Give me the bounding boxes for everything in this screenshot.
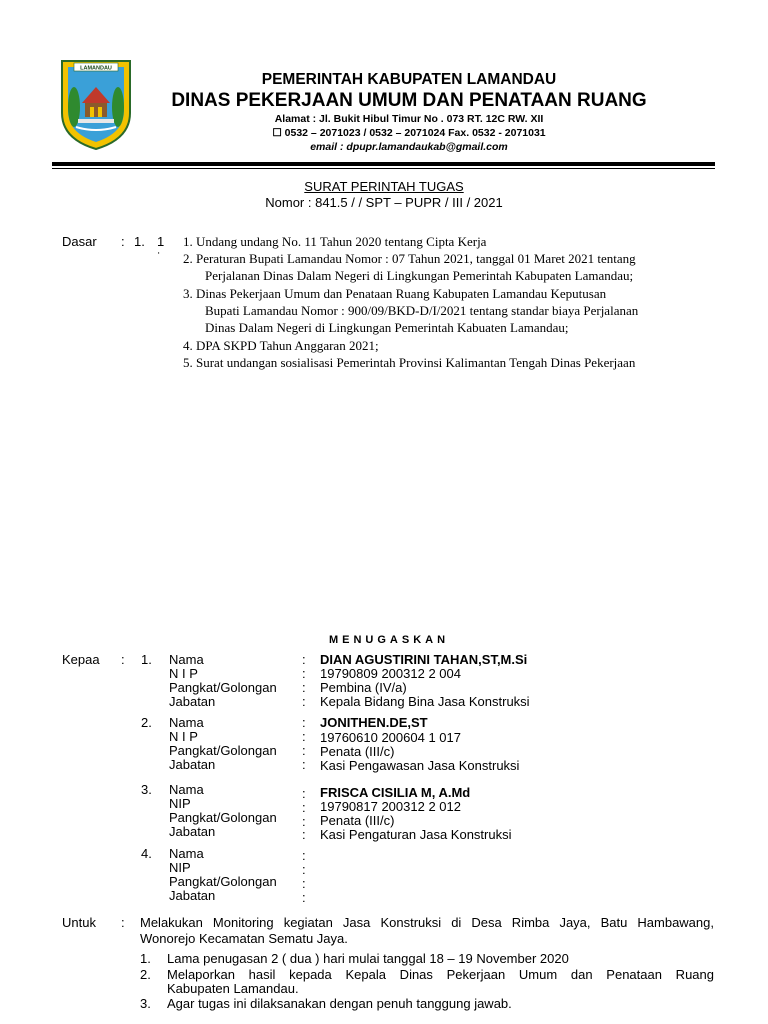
person-label-nama: Nama [169,715,204,730]
dasar-num-a: 1. [134,234,145,249]
person-rank: Pembina (IV/a) [320,680,407,695]
person-name: DIAN AGUSTIRINI TAHAN,ST,M.Si [320,652,528,667]
person-colon: : [302,729,306,744]
dasar-item: 3. Dinas Pekerjaan Umum dan Penataan Ruang Kabupaten Lamandau Keputusan [183,286,607,301]
dasar-colon: : [121,234,125,249]
person-colon: : [302,786,306,801]
person-label-pangkat: Pangkat/Golongan [169,743,277,758]
person-number: 3. [141,782,152,797]
person-label-pangkat: Pangkat/Golongan [169,680,277,695]
dasar-item: 5. Surat undangan sosialisasi Pemerintah Provinsi Kalimantan Tengah Dinas Pekerjaan [183,355,636,370]
untuk-item-text-cont: Kabupaten Lamandau. [167,981,299,996]
untuk-item-number: 3. [140,996,151,1011]
header-phone: ☐ 0532 – 2071023 / 0532 – 2071024 Fax. 0532 - 2071031 [272,127,546,139]
header-rule-thin [52,168,715,169]
person-label-jabatan: Jabatan [169,694,216,709]
person-colon: : [302,680,306,695]
person-number: 4. [141,846,152,861]
person-colon: : [302,876,306,891]
header-email: email : dpupr.lamandaukab@gmail.com [310,141,508,153]
person-colon: : [302,800,306,815]
kepada-colon: : [121,652,125,667]
person-colon: : [302,757,306,772]
person-label-nama: Nama [169,846,204,861]
untuk-item-text: Melaporkan hasil kepada Kepala Dinas Pekerjaan Umum dan Penataan Ruang [167,967,714,982]
dasar-item: 2. Peraturan Bupati Lamandau Nomor : 07 Tahun 2021, tanggal 01 Maret 2021 tentang [183,251,636,266]
person-colon: : [302,827,306,842]
header-address: Alamat : Jl. Bukit Hibul Timur No . 073 RT. 12C RW. XII [274,113,544,125]
person-label-nama: Nama [169,652,204,667]
person-name: FRISCA CISILIA M, A.Md [320,785,471,800]
person-label-jabatan: Jabatan [169,824,216,839]
person-colon: : [302,814,306,829]
document-title-text: SURAT PERINTAH TUGAS [304,179,464,194]
person-colon: : [302,890,306,905]
person-position: Kasi Pengawasan Jasa Konstruksi [320,758,520,773]
person-label-pangkat: Pangkat/Golongan [169,810,277,825]
person-label-jabatan: Jabatan [169,888,216,903]
person-label-jabatan: Jabatan [169,757,216,772]
person-colon: : [302,848,306,863]
person-name: JONITHEN.DE,ST [320,715,428,730]
dasar-item: Bupati Lamandau Nomor : 900/09/BKD-D/I/2021 tentang standar biaya Perjalanan [205,303,639,318]
dasar-num-b: 1 [157,234,165,249]
svg-text:LAMANDAU: LAMANDAU [80,65,112,72]
dasar-label: Dasar [62,234,97,249]
person-label-nip: N I P [169,666,198,681]
untuk-label: Untuk [62,915,96,930]
untuk-colon: : [121,915,125,930]
header-agency: DINAS PEKERJAAN UMUM DAN PENATAAN RUANG [171,90,647,111]
dasar-item: 4. DPA SKPD Tahun Anggaran 2021; [183,338,379,353]
document-title [0,179,768,194]
person-position: Kasi Pengaturan Jasa Konstruksi [320,827,512,842]
person-number: 1. [141,652,152,667]
person-position: Kepala Bidang Bina Jasa Konstruksi [320,694,530,709]
person-colon: : [302,694,306,709]
person-rank: Penata (III/c) [320,813,395,828]
person-label-nip: N I P [169,729,198,744]
person-label-nama: Nama [169,782,204,797]
untuk-item-text: Agar tugas ini dilaksanakan dengan penuh tanggung jawab. [167,996,512,1011]
person-label-nip: NIP [169,796,191,811]
person-nip: 19790817 200312 2 012 [320,799,461,814]
untuk-item-number: 2. [140,967,151,982]
document-number: Nomor : 841.5 / / SPT – PUPR / III / 2021 [265,195,503,210]
dasar-item: Dinas Dalam Negeri di Lingkungan Pemerintah Kabuaten Lamandau; [205,320,569,335]
person-number: 2. [141,715,152,730]
person-colon: : [302,862,306,877]
dasar-dot: ˙ [157,250,162,265]
dasar-item: 1. Undang undang No. 11 Tahun 2020 tentang Cipta Kerja [183,234,487,249]
person-nip: 19760610 200604 1 017 [320,730,461,745]
kepada-label: Kepaa [62,652,100,667]
person-colon: : [302,715,306,730]
untuk-text-line2: Wonorejo Kecamatan Sematu Jaya. [140,931,348,946]
person-rank: Penata (III/c) [320,744,395,759]
untuk-item-text: Lama penugasan 2 ( dua ) hari mulai tanggal 18 – 19 November 2020 [167,951,569,966]
untuk-text-line1: Melakukan Monitoring kegiatan Jasa Konstruksi di Desa Rimba Jaya, Batu Hambawang, [140,915,714,930]
person-label-nip: NIP [169,860,191,875]
header-government: PEMERINTAH KABUPATEN LAMANDAU [261,71,557,88]
dasar-item: Perjalanan Dinas Dalam Negeri di Lingkungan Pemerintah Kabupaten Lamandau; [205,268,634,283]
header-rule-thick [52,162,715,166]
person-nip: 19790809 200312 2 004 [320,666,461,681]
untuk-item-number: 1. [140,951,151,966]
person-colon: : [302,743,306,758]
menugaskan-heading: MENUGASKAN [328,634,450,646]
person-colon: : [302,666,306,681]
person-colon: : [302,652,306,667]
person-label-pangkat: Pangkat/Golongan [169,874,277,889]
